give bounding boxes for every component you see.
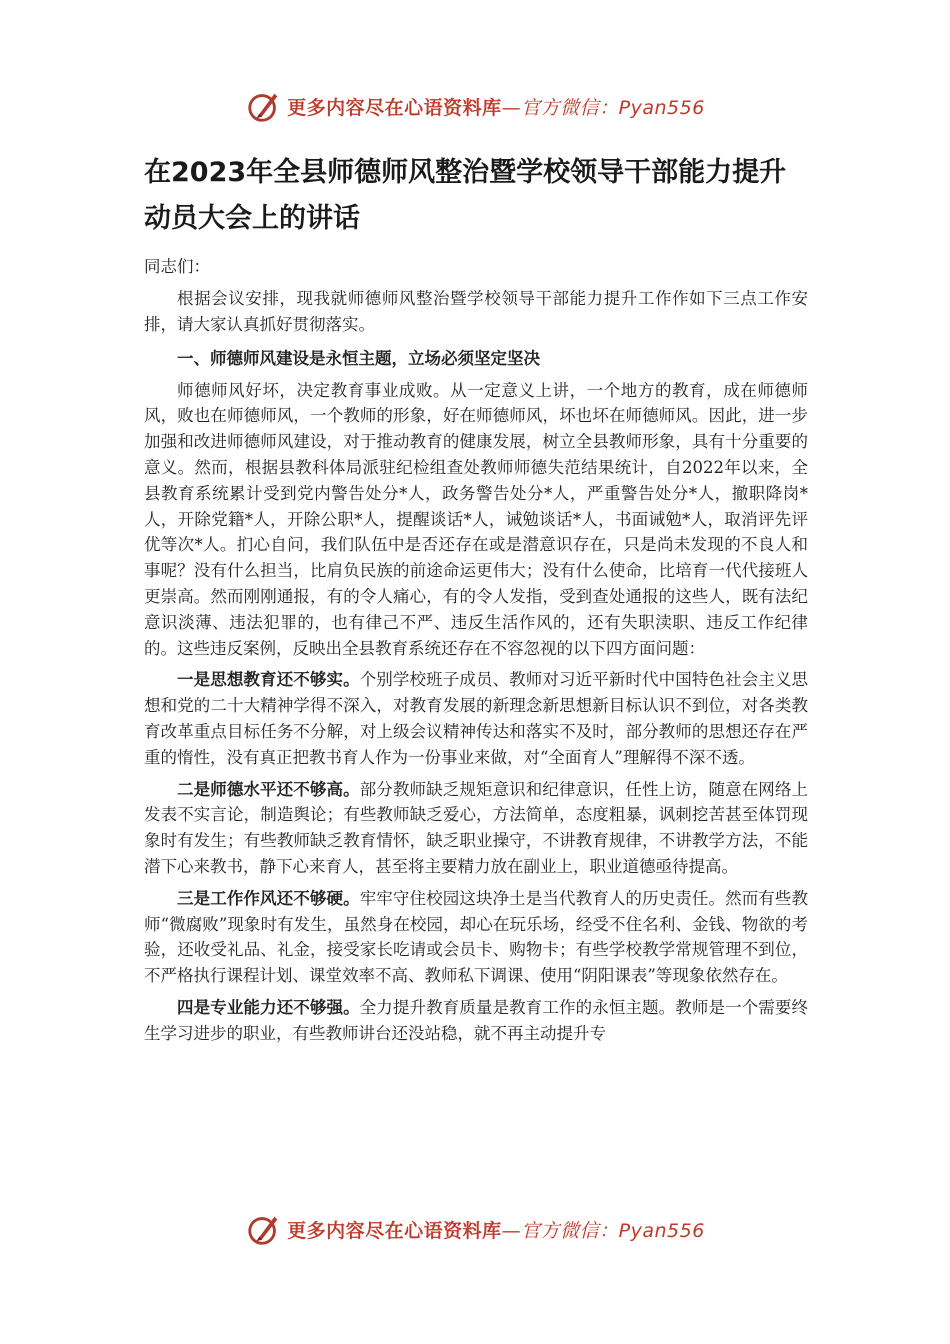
problem-body-1: 个别学校班子成员、教师对习近平新时代中国特色社会主义思想和党的二十大精神学得不深入，对教育发展的新理念新思想新目标认识不到位，对各类教育改革重点目标任务不分解，对上级会议精神传达和落实不及时，部分教师的思想还存在严重的惰性，没有真正把教书育人作为一份事业来做，对“全面育人”理解得不深不透。 — [144, 670, 809, 767]
greeting: 同志们： — [144, 257, 210, 276]
document-body — [144, 150, 808, 1047]
banner-site-name: 更多内容尽在心语资料库 — [287, 1219, 502, 1242]
banner-wechat: 官方微信：Pyan556 — [521, 96, 705, 119]
problem-paragraph-3 — [144, 886, 808, 989]
quill-logo-icon — [245, 1210, 283, 1248]
banner-separator: — — [501, 1219, 522, 1242]
problem-lead-3: 三是工作作风还不够硬。 — [177, 888, 360, 908]
document-title: 在2023年全县师德师风整治暨学校领导干部能力提升动员大会上的讲话 — [144, 157, 787, 234]
section-1-paragraph: 师德师风好坏，决定教育事业成败。从一定意义上讲，一个地方的教育，成在师德师风，败也在师德师风，一个教师的形象，好在师德师风，坏也坏在师德师风。因此，进一步加强和改进师德师风建设，对于推动教育的健康发展，树立全县教师形象，具有十分重要的意义。然而，根据县教科体局派驻纪检组查处教师师德失范结果统计，自2022年以来，全县教育系统累计受到党内警告处分*人，政务警告处分*人，严重警告处分*人，撤职降岗*人，开除党籍*人，开除公职*人，提醒谈话*人，诫勉谈话*人，书面诫勉*人，取消评先评优等次*人。扪心自问，我们队伍中是否还存在或是潜意识存在，只是尚未发现的不良人和事呢？没有什么担当，比肩负民族的前途命运更伟大；没有什么使命，比培育一代代接班人更崇高。然而刚刚通报，有的令人痛心，有的令人发指，受到查处通报的这些人，既有法纪意识淡薄、违法犯罪的，也有律己不严、违反生活作风的，还有失职渎职、违反工作纪律的。这些违反案例，反映出全县教育系统还存在不容忽视的以下四方面问题： — [144, 380, 808, 658]
problem-paragraph-2 — [144, 777, 808, 880]
problem-body-4: 全力提升教育质量是教育工作的永恒主题。教师是一个需要终生学习进步的职业，有些教师讲台还没站稳，就不再主动提升专 — [144, 997, 809, 1043]
banner-text — [287, 93, 705, 120]
banner-wechat: 官方微信：Pyan556 — [521, 1219, 705, 1242]
banner-text — [287, 1216, 705, 1243]
section-heading-1: 一、师德师风建设是永恒主题，立场必须坚定坚决 — [177, 348, 540, 368]
header-banner — [0, 84, 950, 128]
problem-paragraph-4 — [144, 995, 808, 1047]
footer-banner — [0, 1207, 950, 1251]
problem-paragraph-1 — [144, 667, 808, 770]
quill-logo-icon — [245, 87, 283, 125]
banner-separator: — — [501, 96, 522, 119]
intro-paragraph: 根据会议安排，现我就师德师风整治暨学校领导干部能力提升工作作如下三点工作安排，请大家认真抓好贯彻落实。 — [144, 289, 808, 334]
banner-site-name: 更多内容尽在心语资料库 — [287, 96, 502, 119]
problem-body-2: 部分教师缺乏规矩意识和纪律意识，任性上访，随意在网络上发表不实言论，制造舆论；有些教师缺乏爱心，方法简单，态度粗暴，讽刺挖苦甚至体罚现象时有发生；有些教师缺乏教育情怀，缺乏职业操守，不讲教育规律，不讲教学方法，不能潜下心来教书，静下心来育人，甚至将主要精力放在副业上，职业道德亟待提高。 — [144, 779, 809, 876]
problem-lead-2: 二是师德水平还不够高。 — [177, 779, 360, 799]
problem-lead-4: 四是专业能力还不够强。 — [177, 997, 360, 1017]
problem-lead-1: 一是思想教育还不够实。 — [177, 670, 360, 690]
problem-body-3: 牢牢守住校园这块净土是当代教育人的历史责任。然而有些教师“微腐败”现象时有发生，虽然身在校园，却心在玩乐场，经受不住名利、金钱、物欲的考验，还收受礼品、礼金，接受家长吃请或会员卡、购物卡；有些学校教学常规管理不到位，不严格执行课程计划、课堂效率不高、教师私下调课、使用“阴阳课表”等现象依然存在。 — [144, 888, 809, 986]
